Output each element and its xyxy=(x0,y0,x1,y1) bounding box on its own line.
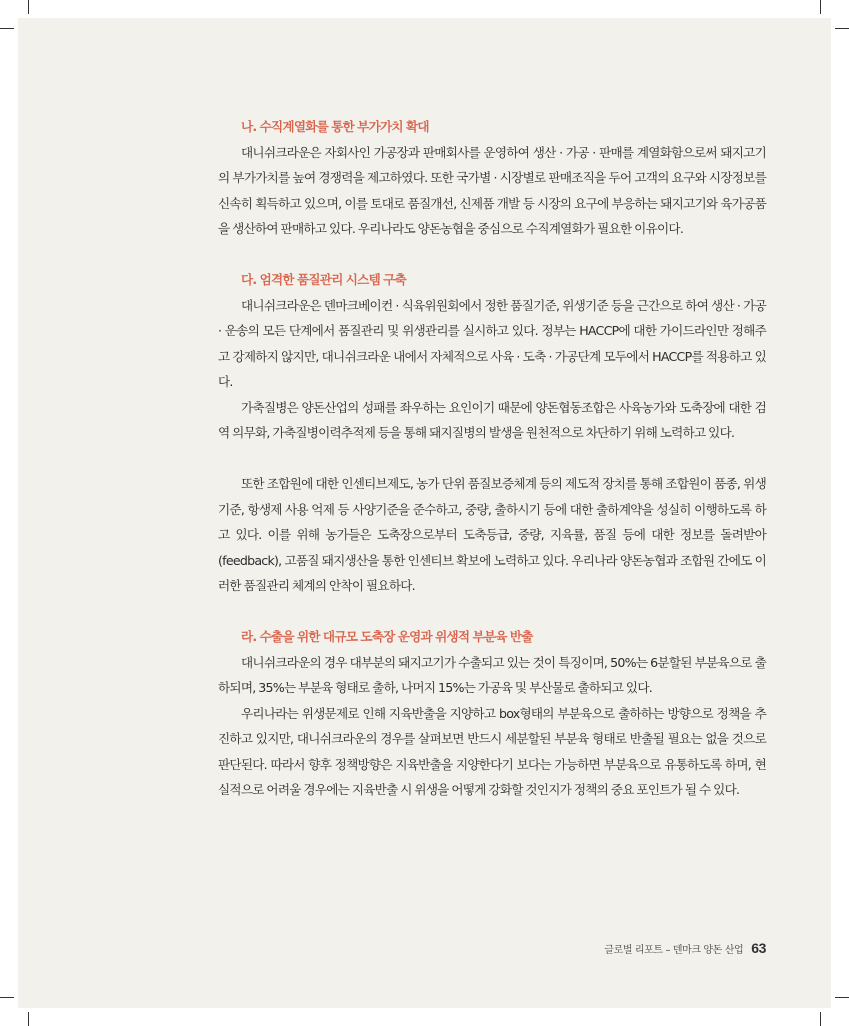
section-spacer xyxy=(218,242,766,268)
section-vertical-integration xyxy=(218,114,766,242)
section-heading: 나. 수직계열화를 통한 부가가치 확대 xyxy=(241,119,429,134)
crop-mark-bottom-left-v xyxy=(28,1012,29,1026)
crop-mark-bottom-right-h xyxy=(835,997,849,998)
section-export-slaughterhouse xyxy=(218,624,766,803)
crop-mark-top-right-h xyxy=(835,28,849,29)
paragraph: 또한 조합원에 대한 인센티브제도, 농가 단위 품질보증체계 등의 제도적 장치를 통해 조합원이 품종, 위생기준, 항생제 사용 억제 등 사양기준을 준수하고, 중량, 출하시기 등에 대한 출하계약을 성실히 이행하도록 하고 있다. 이를 위해 농가들은 도축장으로부터 도축등급, 중량, 지육률, 품질 등에 대한 정보를 돌려받아(feedback), 고품질 돼지생산을 통한 인센티브 확보에 노력하고 있다. 우리나라 양돈농협과 조합원 간에도 이러한 품질관리 체계의 안착이 필요하다. xyxy=(218,476,766,593)
crop-mark-top-right-v xyxy=(820,0,821,14)
section-heading: 다. 엄격한 품질관리 시스템 구축 xyxy=(241,272,406,287)
section-heading: 라. 수출을 위한 대규모 도축장 운영과 위생적 부분육 반출 xyxy=(241,629,533,644)
paragraph: 대니쉬크라운의 경우 대부분의 돼지고기가 수출되고 있는 것이 특징이며, 50%는 6분할된 부분육으로 출하되며, 35%는 부분육 형태로 출하, 나머지 15%는 가공육 및 부산물로 출하되고 있다. xyxy=(218,654,766,695)
paragraph: 대니쉬크라운은 덴마크베이컨 · 식육위원회에서 정한 품질기준, 위생기준 등을 근간으로 하여 생산 · 가공 · 운송의 모든 단계에서 품질관리 및 위생관리를 실시하고 있다. 정부는 HACCP에 대한 가이드라인만 정해주고 강제하지 않지만, 대니쉬크라운 내에서 자체적으로 사육 · 도축 · 가공단계 모두에서 HACCP를 적용하고 있다. xyxy=(218,297,766,389)
paragraph: 우리나라는 위생문제로 인해 지육반출을 지양하고 box형태의 부분육으로 출하하는 방향으로 정책을 추진하고 있지만, 대니쉬크라운의 경우를 살펴보면 반드시 세분할된 부분육 형태로 반출될 필요는 없을 것으로 판단된다. 따라서 향후 정책방향은 지육반출을 지양한다기 보다는 가능하면 부분육으로 유통하도록 하며, 현실적으로 어려울 경우에는 지육반출 시 위생을 어떻게 강화할 것인지가 정책의 중요 포인트가 될 수 있다. xyxy=(218,705,766,797)
page-footer xyxy=(604,940,766,956)
crop-mark-bottom-right-v xyxy=(820,1012,821,1026)
paragraph-spacer xyxy=(218,446,766,472)
report-body xyxy=(218,114,766,803)
section-spacer xyxy=(218,599,766,625)
paragraph: 가축질병은 양돈산업의 성패를 좌우하는 요인이기 때문에 양돈협동조합은 사육농가와 도축장에 대한 검역 의무화, 가축질병이력추적제 등을 통해 돼지질병의 발생을 원천적으로 차단하기 위해 노력하고 있다. xyxy=(218,399,766,440)
section-quality-management xyxy=(218,267,766,599)
crop-mark-top-left-v xyxy=(28,0,29,14)
crop-mark-top-left-h xyxy=(0,28,14,29)
paragraph: 대니쉬크라운은 자회사인 가공장과 판매회사를 운영하여 생산 · 가공 · 판매를 계열화함으로써 돼지고기의 부가가치를 높여 경쟁력을 제고하였다. 또한 국가별 · 시장별로 판매조직을 두어 고객의 요구와 시장정보를 신속히 획득하고 있으며, 이를 토대로 품질개선, 신제품 개발 등 시장의 요구에 부응하는 돼지고기와 육가공품을 생산하여 판매하고 있다. 우리나라도 양돈농협을 중심으로 수직계열화가 필요한 이유이다. xyxy=(218,144,766,236)
page-number: 63 xyxy=(751,940,766,956)
footer-title: 글로벌 리포트 – 덴마크 양돈 산업 xyxy=(604,945,744,956)
crop-mark-bottom-left-h xyxy=(0,997,14,998)
